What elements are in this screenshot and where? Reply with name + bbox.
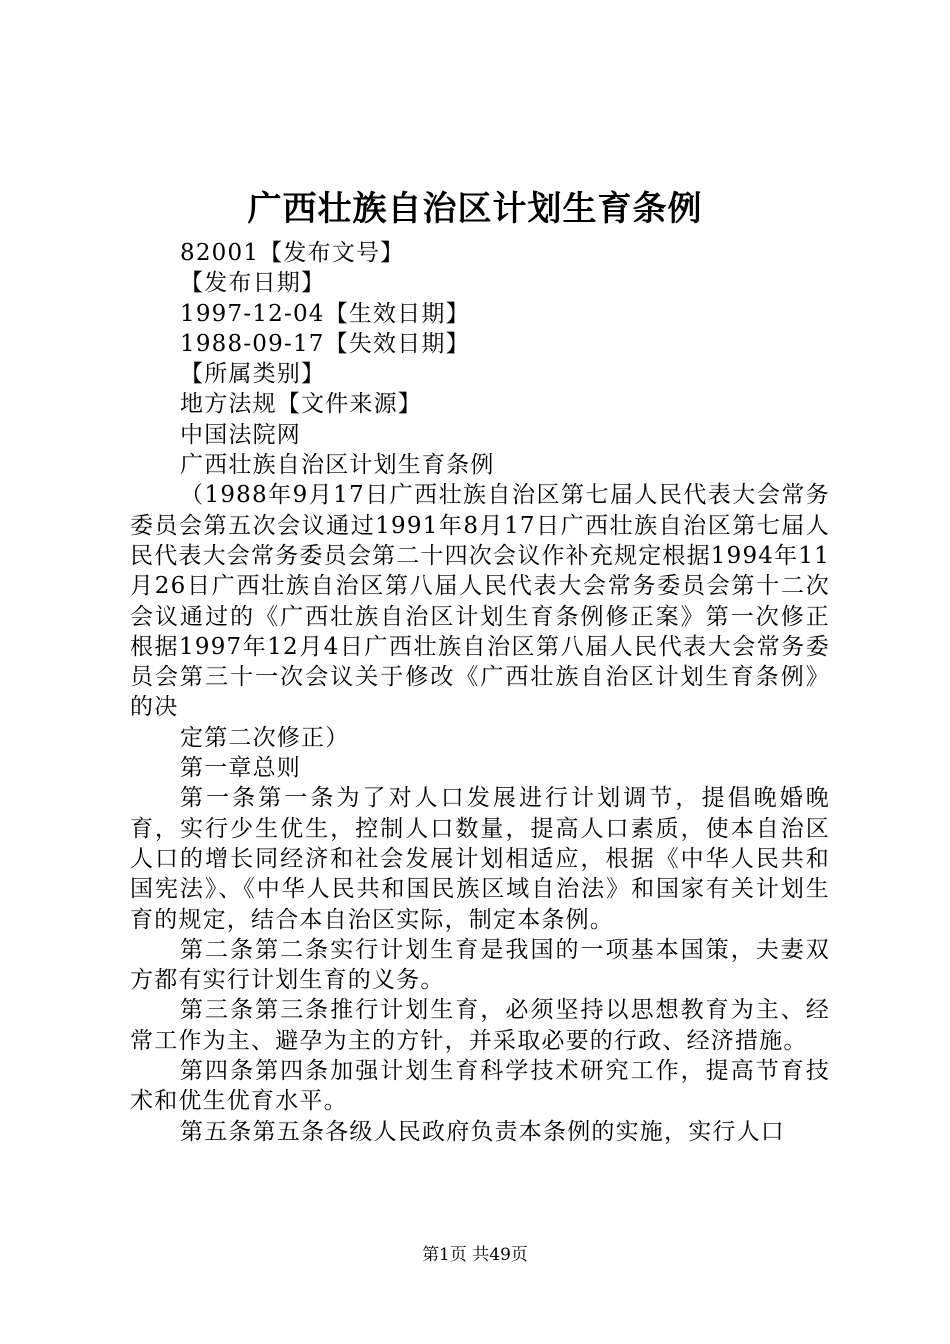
paragraph-preamble-end: 定第二次修正） bbox=[180, 724, 350, 751]
article-3: 第三条第三条推行计划生育，必须坚持以思想教育为主、经常工作为主、避孕为主的方针，并采取必要的行政、经济措施。 bbox=[130, 997, 830, 1054]
meta-line-subtitle: 广西壮族自治区计划生育条例 bbox=[180, 452, 495, 479]
document-title: 广西壮族自治区计划生育条例 bbox=[247, 189, 703, 229]
meta-line-source-name: 中国法院网 bbox=[180, 421, 301, 448]
paragraph-preamble: （1988年9月17日广西壮族自治区第七届人民代表大会常务委员会第五次会议通过1991年8月17日广西壮族自治区第七届人民代表大会常务委员会第二十四次会议作补充规定根据1994年11月26日广西壮族自治区第八届人民代表大会常务委员会第十二次会议通过的《广西壮族自治区计划生育条例修正案》第一次修正根据1997年12月4日广西壮族自治区第八届人民代表大会常务委员会第三十一次会议关于修改《广西壮族自治区计划生育条例》的决 bbox=[130, 482, 830, 721]
meta-line-category: 【所属类别】 bbox=[180, 361, 326, 388]
article-4: 第四条第四条加强计划生育科学技术研究工作，提高节育技术和优生优育水平。 bbox=[130, 1058, 830, 1115]
meta-line-effective-date: 1997-12-04【生效日期】 bbox=[180, 300, 470, 327]
chapter-heading: 第一章总则 bbox=[180, 755, 301, 782]
document-body bbox=[130, 238, 830, 1147]
article-2: 第二条第二条实行计划生育是我国的一项基本国策，夫妻双方都有实行计划生育的义务。 bbox=[130, 936, 830, 994]
article-5: 第五条第五条各级人民政府负责本条例的实施，实行人口 bbox=[180, 1118, 785, 1145]
meta-line-document-number: 82001【发布文号】 bbox=[180, 240, 405, 266]
article-1: 第一条第一条为了对人口发展进行计划调节，提倡晚婚晚育，实行少生优生，控制人口数量，提高人口素质，使本自治区人口的增长同经济和社会发展计划相适应，根据《中华人民共和国宪法》、《中华人民共和国民族区域自治法》和国家有关计划生育的规定，结合本自治区实际，制定本条例。 bbox=[130, 785, 830, 933]
page-number-footer: 第1页 共49页 bbox=[422, 1245, 528, 1265]
meta-line-publish-date: 【发布日期】 bbox=[180, 270, 326, 297]
meta-line-source: 地方法规【文件来源】 bbox=[180, 391, 422, 418]
meta-line-expiry-date: 1988-09-17【失效日期】 bbox=[180, 330, 470, 357]
